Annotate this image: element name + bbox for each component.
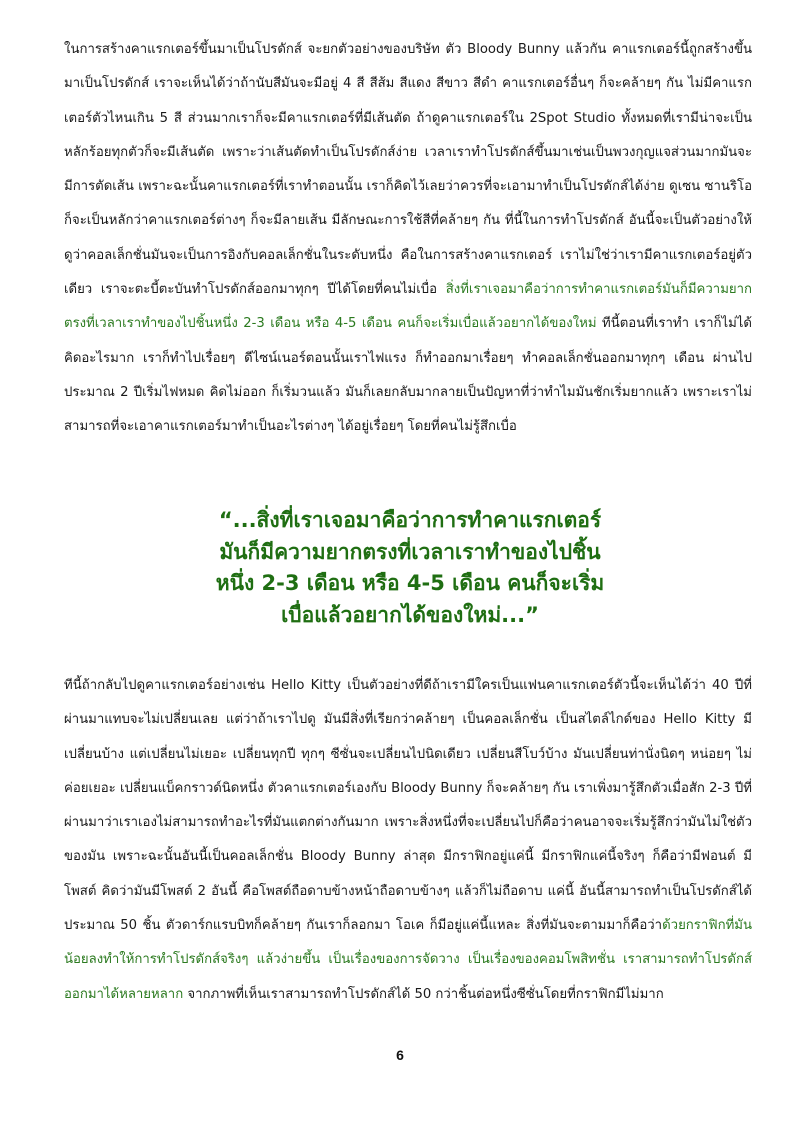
paragraph-2-text-a: ทีนี้ถ้ากลับไปดูคาแรกเตอร์อย่างเช่น Hello Kitty เป็นตัวอย่างที่ดีถ้าเรามีใครเป็นแฟนคาแรกเตอร์ตัวนี้จะเห็นได้ว่า 40 ปีที่ผ่านมาแทบจะไม่เปลี่ยนเลย แต่ว่าถ้าเราไปดู มันมีสิ่งที่เรียกว่าคล้ายๆ เป็นคอลเล็กชั่น เป็นสไตล์ไกด์ของ Hello Kitty มีเปลี่ยนบ้าง แต่เปลี่ยนไม่เยอะ เปลี่ยนทุกปี ทุกๆ ซีซั่นจะเปลี่ยนไปนิดเดียว เปลี่ยนสีโบว์บ้าง มันเปลี่ยนท่านั่งนิดๆ หน่อยๆ ไม่ค่อยเยอะ เปลี่ยนแบ็คกราวด์นิดหนึ่ง ตัวคาแรกเตอร์เองกับ Bloody Bunny ก็จะคล้ายๆ กัน เราเพิ่งมารู้สึกตัวเมื่อสัก 2-3 ปีที่ผ่านมาว่าเราเองไม่สามารถทำอะไรที่มันแตกต่างกันมาก เพราะสิ่งหนึ่งที่จะเปลี่ยนไปก็คือว่าคนอาจจะเริ่มรู้สึกว่ามันไม่ใช่ตัวของมัน เพราะฉะนั้นอันนี้เป็นคอลเล็กชั่น Bloody Bunny ล่าสุด มีกราฟิกอยู่แค่นี้ มีกราฟิกแค่นี้จริงๆ ก็คือว่ามีฟอนต์ มีโพสต์ คิดว่ามันมีโพสต์ 2 อันนี้ คือโพสต์ถือดาบข้างหน้าถือดาบข้างๆ แล้วก็ไม่ถือดาบ แค่นี้ อันนี้สามารถทำเป็นโปรดักส์ได้ประมาณ 50 ชิ้น ตัวดาร์กแรบบิทก็คล้ายๆ กันเราก็ลอกมา โอเค ก็มีอยู่แค่นี้แหละ สิ่งที่มันจะตามมาก็คือว่า [64, 678, 752, 934]
body-paragraph-1 [64, 33, 752, 445]
paragraph-1-text-a: ในการสร้างคาแรกเตอร์ขึ้นมาเป็นโปรดักส์ จะยกตัวอย่างของบริษัท ตัว Bloody Bunny แล้วกัน คาแรกเตอร์นี้ถูกสร้างขึ้นมาเป็นโปรดักส์ เราจะเห็นได้ว่าถ้านับสีมันจะมีอยู่ 4 สี สีส้ม สีแดง สีขาว สีดำ คาแรกเตอร์อื่นๆ ก็จะคล้ายๆ กัน ไม่มีคาแรกเตอร์ตัวไหนเกิน 5 สี ส่วนมากเราก็จะมีคาแรกเตอร์ที่มีเส้นตัด ถ้าดูคาแรกเตอร์ใน 2Spot Studio ทั้งหมดที่เรามีน่าจะเป็นหลักร้อยทุกตัวก็จะมีเส้นตัด เพราะว่าเส้นตัดทำเป็นโปรดักส์ง่าย เวลาเราทำโปรดักส์ขึ้นมาเช่นเป็นพวงกุญแจส่วนมากมันจะมีการตัดเส้น เพราะฉะนั้นคาแรกเตอร์ที่เราทำตอนนั้น เราก็คิดไว้เลยว่าควรที่จะเอามาทำเป็นโปรดักส์ได้ง่าย ดูเซน ซานริโอ ก็จะเป็นหลักว่าคาแรกเตอร์ต่างๆ ก็จะมีลายเส้น มีลักษณะการใช้สีที่คล้ายๆ กัน ที่นี้ในการทำโปรดักส์ อันนี้จะเป็นตัวอย่างให้ดูว่าคอลเล็กชั่นมันจะเป็นการอิงกับคอลเล็กชั่นในระดับหนึ่ง คือในการสร้างคาแรกเตอร์ เราไม่ใช่ว่าเรามีคาแรกเตอร์อยู่ตัวเดียว เราจะตะบี้ตะบันทำโปรดักส์ออกมาทุกๆ ปีได้โดยที่คนไม่เบื่อ [64, 42, 752, 298]
pull-quote-line-3: หนึ่ง 2-3 เดือน หรือ 4-5 เดือน คนก็จะเริ่ม [215, 571, 605, 595]
paragraph-1-text-b: ทีนี้ตอนที่เราทำ เราก็ไม่ได้คิดอะไรมาก เราก็ทำไปเรื่อยๆ ดีไซน์เนอร์ตอนนั้นเราไฟแรง ก็ทำออกมาเรื่อยๆ ทำคอลเล็กชั่นออกมาทุกๆ เดือน ผ่านไปประมาณ 2 ปีเริ่มไฟหมด คิดไม่ออก ก็เริ่มวนแล้ว มันก็เลยกลับมากลายเป็นปัญหาที่ว่าทำไมมันชักเริ่มยากแล้ว เพราะเราไม่สามารถที่จะเอาคาแรกเตอร์มาทำเป็นอะไรต่างๆ ได้อยู่เรื่อยๆ โดยที่คนไม่รู้สึกเบื่อ [64, 316, 752, 435]
paragraph-2-highlight: ด้วยกราฟิกที่มันน้อยลงทำให้การทำโปรดักส์จริงๆ แล้วง่ายขึ้น เป็นเรื่องของการจัดวาง เป็นเรื่องของคอมโพสิทชั่น เราสามารถทำโปรดักส์ออกมาได้หลายหลาก [64, 918, 752, 1002]
pull-quote [150, 505, 670, 631]
paragraph-1-highlight: สิ่งที่เราเจอมาคือว่าการทำคาแรกเตอร์มันก็มีความยากตรงที่เวลาเราทำของไปชิ้นหนึ่ง 2-3 เดือน หรือ 4-5 เดือน คนก็จะเริ่มเบื่อแล้วอยากได้ของใหม่ [64, 282, 752, 332]
body-paragraph-2 [64, 669, 752, 1012]
pull-quote-line-4: เบื่อแล้วอยากได้ของใหม่...” [281, 602, 539, 627]
paragraph-2-text-b: จากภาพที่เห็นเราสามารถทำโปรดักส์ได้ 50 กว่าชิ้นต่อหนึ่งซีซั่นโดยที่กราฟิกมีไม่มาก [183, 986, 664, 1002]
pull-quote-line-2: มันก็มีความยากตรงที่เวลาเราทำของไปชิ้น [219, 539, 601, 564]
page-number: 6 [396, 1047, 404, 1063]
pull-quote-line-1: “...สิ่งที่เราเจอมาคือว่าการทำคาแรกเตอร์ [218, 508, 602, 532]
